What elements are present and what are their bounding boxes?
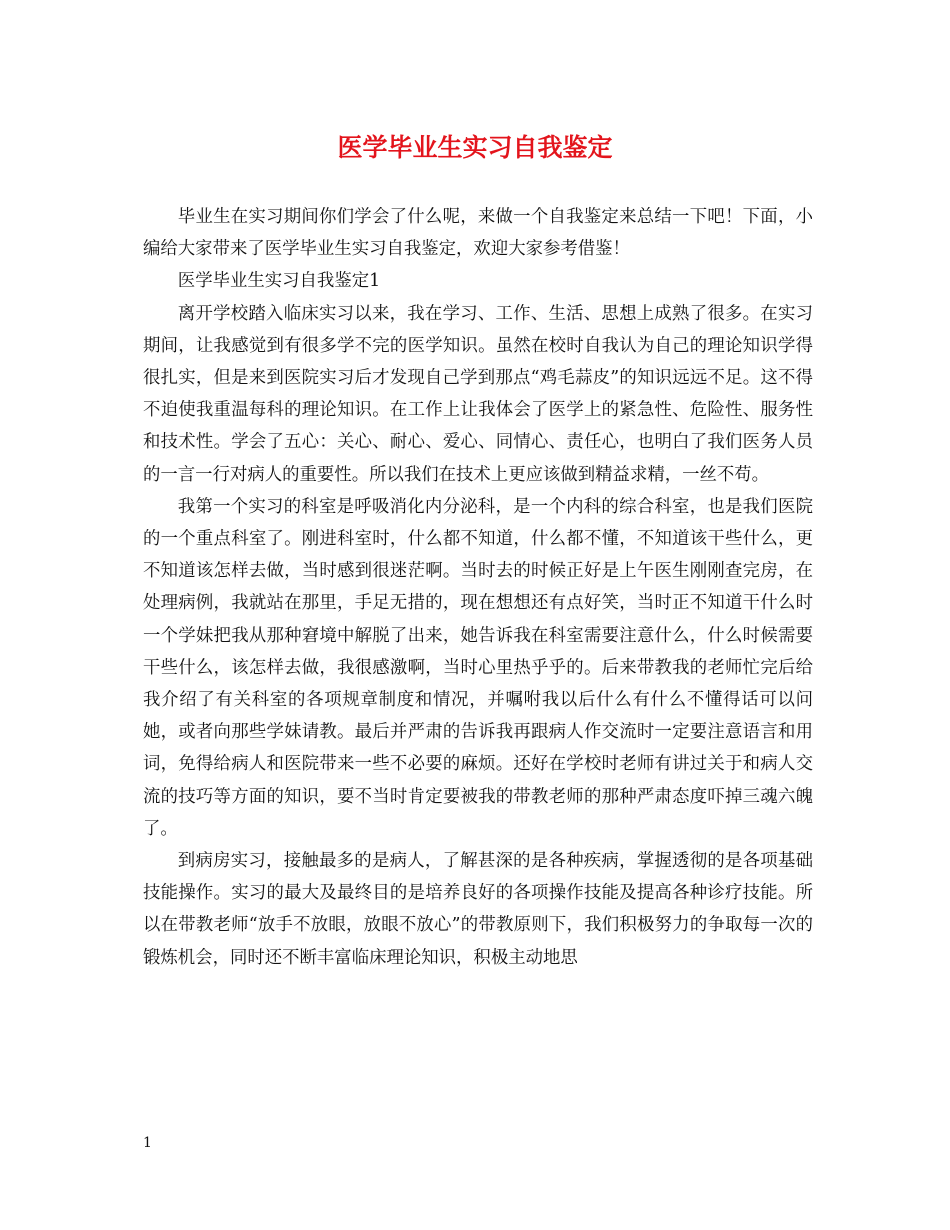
- intro-paragraph: 毕业生在实习期间你们学会了什么呢，来做一个自我鉴定来总结一下吧！下面，小编给大家带来了医学毕业生实习自我鉴定，欢迎大家参考借鉴！: [143, 207, 813, 260]
- page-number: 1: [143, 1135, 152, 1151]
- section-heading: 医学毕业生实习自我鉴定1: [177, 271, 381, 292]
- body-paragraph: 离开学校踏入临床实习以来，我在学习、工作、生活、思想上成熟了很多。在实习期间，让我感觉到有很多学不完的医学知识。虽然在校时自我认为自己的理论知识学得很扎实，但是来到医院实习后才发现自己学到那点“鸡毛蒜皮”的知识远远不足。这不得不迫使我重温每科的理论知识。在工作上让我体会了医学上的紧急性、危险性、服务性和技术性。学会了五心：关心、耐心、爱心、同情心、责任心，也明白了我们医务人员的一言一行对病人的重要性。所以我们在技术上更应该做到精益求精，一丝不苟。: [143, 303, 813, 485]
- body-paragraph: 我第一个实习的科室是呼吸消化内分泌科，是一个内科的综合科室，也是我们医院的一个重点科室了。刚进科室时，什么都不知道，什么都不懂，不知道该干些什么，更不知道该怎样去做，当时感到很迷茫啊。当时去的时候正好是上午医生刚刚查完房，在处理病例，我就站在那里，手足无措的，现在想想还有点好笑，当时正不知道干什么时一个学妹把我从那种窘境中解脱了出来，她告诉我在科室需要注意什么，什么时候需要干些什么，该怎样去做，我很感激啊，当时心里热乎乎的。后来带教我的老师忙完后给我介绍了有关科室的各项规章制度和情况，并嘱咐我以后什么有什么不懂得话可以问她，或者向那些学妹请教。最后并严肃的告诉我再跟病人作交流时一定要注意语言和用词，免得给病人和医院带来一些不必要的麻烦。还好在学校时老师有讲过关于和病人交流的技巧等方面的知识，要不当时肯定要被我的带教老师的那种严肃态度吓掉三魂六魄了。: [143, 496, 813, 839]
- document-title: 医学毕业生实习自我鉴定: [337, 133, 613, 162]
- body-paragraph: 到病房实习，接触最多的是病人，了解甚深的是各种疾病，掌握透彻的是各项基础技能操作。实习的最大及最终目的是培养良好的各项操作技能及提高各种诊疗技能。所以在带教老师“放手不放眼，放眼不放心”的带教原则下，我们积极努力的争取每一次的锻炼机会，同时还不断丰富临床理论知识，积极主动地思: [143, 851, 813, 968]
- document-body: [143, 201, 813, 974]
